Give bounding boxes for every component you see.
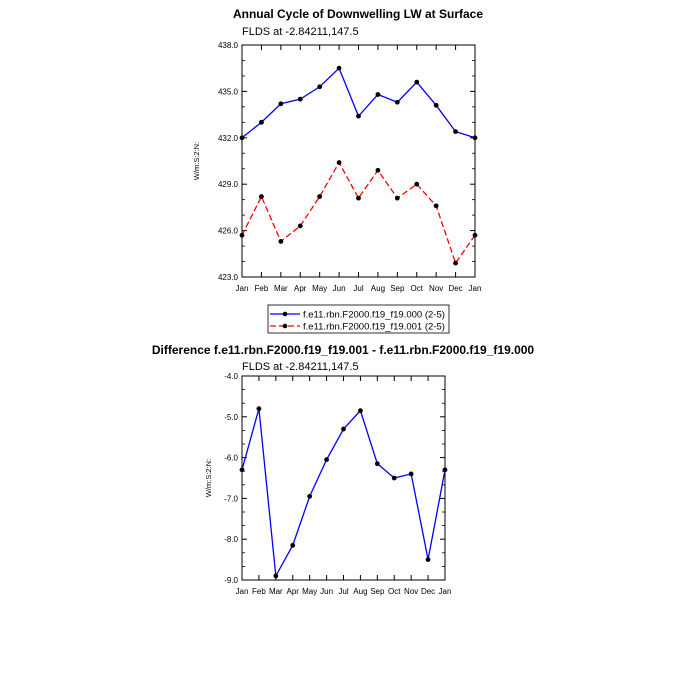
chart1-series-2-point [453, 261, 458, 266]
chart1-series-2-point [376, 168, 381, 173]
chart2-y-tick-label: -6.0 [224, 453, 238, 463]
chart2-series-1-point [273, 574, 278, 579]
chart1-plot-frame [242, 45, 475, 277]
chart2-x-tick-label: Nov [404, 587, 419, 596]
chart1-series-2-point [473, 233, 478, 238]
chart1-series-2-point [240, 233, 245, 238]
chart1-x-axis [236, 45, 482, 293]
chart1-series-1-line [242, 68, 475, 138]
chart1-series-2-point [298, 224, 303, 229]
chart2-y-tick-label: -7.0 [224, 494, 238, 504]
chart2-series-1-point [426, 557, 431, 562]
chart2-y-tick-label: -5.0 [224, 412, 238, 422]
chart1-series-1-point [376, 92, 381, 97]
chart1-legend [268, 305, 449, 333]
chart1-series-2-point [317, 194, 322, 199]
chart2-series-1-point [375, 461, 380, 466]
chart1-x-tick-label: Jan [468, 284, 482, 293]
chart-annual-cycle [192, 7, 483, 333]
chart1-series-2-point [434, 203, 439, 208]
chart2-x-tick-label: May [302, 587, 318, 596]
chart1-y-tick-label: 423.0 [217, 273, 238, 282]
chart2-series-1-point [341, 427, 346, 432]
chart2-x-tick-label: Jun [320, 587, 334, 596]
chart1-x-tick-label: Feb [254, 284, 269, 293]
chart2-series-group [240, 406, 448, 578]
chart2-series-1-point [290, 543, 295, 548]
chart1-x-tick-label: Aug [370, 284, 386, 293]
chart1-series-2-point [414, 182, 419, 187]
chart2-series-1-point [257, 406, 262, 411]
chart2-x-tick-label: Aug [353, 587, 368, 596]
chart1-series-1-point [337, 66, 342, 71]
chart2-x-tick-label: Jan [438, 587, 452, 596]
chart2-series-1-point [392, 476, 397, 481]
legend-label-series-2: f.e11.rbn.F2000.f19_f19.001 (2-5) [303, 321, 445, 333]
chart1-series-2-point [356, 196, 361, 201]
chart1-series-1-point [259, 120, 264, 125]
chart1-series-1-point [453, 129, 458, 134]
chart2-x-tick-label: Jul [338, 587, 349, 596]
chart1-subtitle: FLDS at -2.84211,147.5 [242, 26, 359, 38]
chart1-series-1-point [356, 114, 361, 119]
legend-marker-series-2 [283, 324, 288, 329]
chart1-series-1-point [298, 97, 303, 102]
chart2-series-1-point [409, 472, 414, 477]
chart1-series-2-line [242, 163, 475, 264]
chart1-y-tick-label: 429.0 [217, 180, 238, 190]
chart1-x-tick-label: Jul [353, 284, 364, 293]
chart2-subtitle: FLDS at -2.84211,147.5 [242, 361, 359, 373]
legend-label-series-1: f.e11.rbn.F2000.f19_f19.000 (2-5) [303, 309, 445, 321]
chart1-series-1-point [317, 84, 322, 89]
chart1-series-2-point [259, 194, 264, 199]
chart2-series-1-point [307, 494, 312, 499]
chart2-x-tick-label: Oct [388, 587, 401, 596]
chart1-y-tick-label: 438.0 [217, 41, 238, 50]
chart1-y-axis [218, 41, 475, 282]
chart2-y-tick-label: -8.0 [224, 535, 238, 545]
chart2-y-axis-label: W/m:S:2:N: [204, 458, 213, 498]
chart2-series-1-point [240, 467, 245, 472]
chart1-series-2-point [395, 196, 400, 201]
chart2-y-tick-label: -4.0 [224, 372, 238, 381]
chart2-y-tick-label: -9.0 [224, 576, 238, 585]
legend-marker-series-1 [283, 312, 288, 317]
chart1-series-1-point [278, 101, 283, 106]
chart1-series-2-point [337, 160, 342, 165]
chart1-x-tick-label: Jan [235, 284, 249, 293]
chart2-series-1-point [443, 467, 448, 472]
chart1-title: Annual Cycle of Downwelling LW at Surface [232, 7, 484, 21]
chart1-x-tick-label: May [312, 284, 328, 293]
chart2-series-1-line [242, 409, 445, 576]
chart1-y-tick-label: 435.0 [217, 87, 238, 97]
chart1-x-tick-label: Nov [429, 284, 444, 293]
chart1-series-1-point [240, 135, 245, 140]
chart1-series-2-point [278, 239, 283, 244]
chart1-x-tick-label: Oct [410, 284, 423, 293]
chart1-x-tick-label: Apr [294, 284, 307, 293]
chart1-y-tick-label: 432.0 [217, 133, 238, 143]
chart1-series-1-point [473, 135, 478, 140]
chart1-series-1-point [395, 100, 400, 105]
chart2-x-tick-label: Feb [252, 587, 266, 596]
chart1-x-tick-label: Dec [448, 284, 463, 293]
chart1-series-1-point [434, 103, 439, 108]
chart2-x-tick-label: Mar [268, 587, 283, 596]
chart2-x-tick-label: Dec [420, 587, 436, 596]
chart2-series-1-point [358, 408, 363, 413]
chart2-series-1-point [324, 457, 329, 462]
chart2-title: Difference f.e11.rbn.F2000.f19_f19.001 - f.e11.rbn.F2000.f19_f19.000 [151, 343, 535, 357]
chart1-x-tick-label: Jun [332, 284, 346, 293]
chart1-x-tick-label: Sep [390, 284, 405, 293]
chart1-y-axis-label: W/m:S:2:N: [192, 141, 201, 181]
chart-difference [152, 343, 535, 596]
chart2-x-tick-label: Jan [235, 587, 249, 596]
chart2-plot-frame [242, 376, 445, 580]
chart2-x-tick-label: Apr [286, 587, 299, 596]
chart2-x-tick-label: Sep [370, 587, 385, 596]
chart1-x-tick-label: Mar [273, 284, 288, 293]
chart1-series-group [240, 66, 478, 266]
chart1-series-1-point [414, 80, 419, 85]
chart2-x-axis [236, 376, 452, 596]
chart1-y-tick-label: 426.0 [217, 226, 238, 236]
